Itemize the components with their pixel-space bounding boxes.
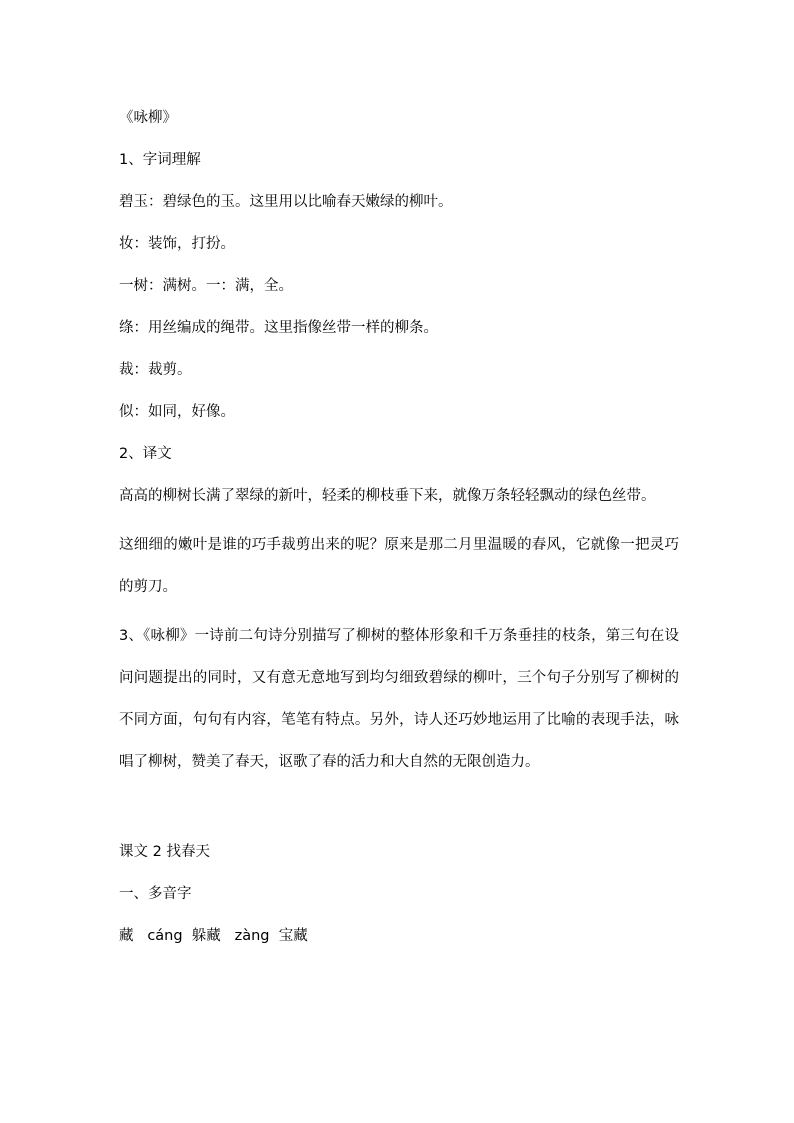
translation-paragraph-1: 高高的柳树长满了翠绿的新叶，轻柔的柳枝垂下来，就像万条轻轻飘动的绿色丝带。 <box>119 488 656 504</box>
lesson-heading: 课文 2 找春天 <box>119 844 210 860</box>
analysis-paragraph: 3、《咏柳》一诗前二句诗分别描写了柳树的整体形象和千万条垂挂的枝条，第三句在设问问题提出的同时，又有意无意地写到均匀细致碧绿的柳叶，三个句子分别写了柳树的不同方面，句句有内容，笔笔有特点。另外，诗人还巧妙地运用了比喻的表现手法，咏唱了柳树，赞美了春天，讴歌了春的活力和大自然的无限创造力。 <box>119 628 679 770</box>
polyphone-heading: 一、多音字 <box>119 886 192 902</box>
definition-tao: 绦：用丝编成的绳带。这里指像丝带一样的柳条。 <box>119 320 438 336</box>
section-heading-vocabulary: 1、字词理解 <box>119 152 201 168</box>
polyphone-entry: 藏 cáng 躲藏 zàng 宝藏 <box>119 928 308 944</box>
section-heading-translation: 2、译文 <box>119 446 172 462</box>
definition-cai: 裁：裁剪。 <box>119 362 192 378</box>
definition-si: 似：如同，好像。 <box>119 404 235 420</box>
definition-yishu: 一树：满树。一：满，全。 <box>119 278 293 294</box>
section-spacer <box>119 797 679 838</box>
translation-paragraph-2: 这细细的嫩叶是谁的巧手裁剪出来的呢？原来是那二月里温暖的春风，它就像一把灵巧的剪刀。 <box>119 537 679 595</box>
definition-zhuang: 妆：装饰，打扮。 <box>119 236 235 252</box>
poem-title: 《咏柳》 <box>119 110 177 126</box>
definition-biyu: 碧玉：碧绿色的玉。这里用以比喻春天嫩绿的柳叶。 <box>119 194 453 210</box>
document-body <box>119 104 679 964</box>
